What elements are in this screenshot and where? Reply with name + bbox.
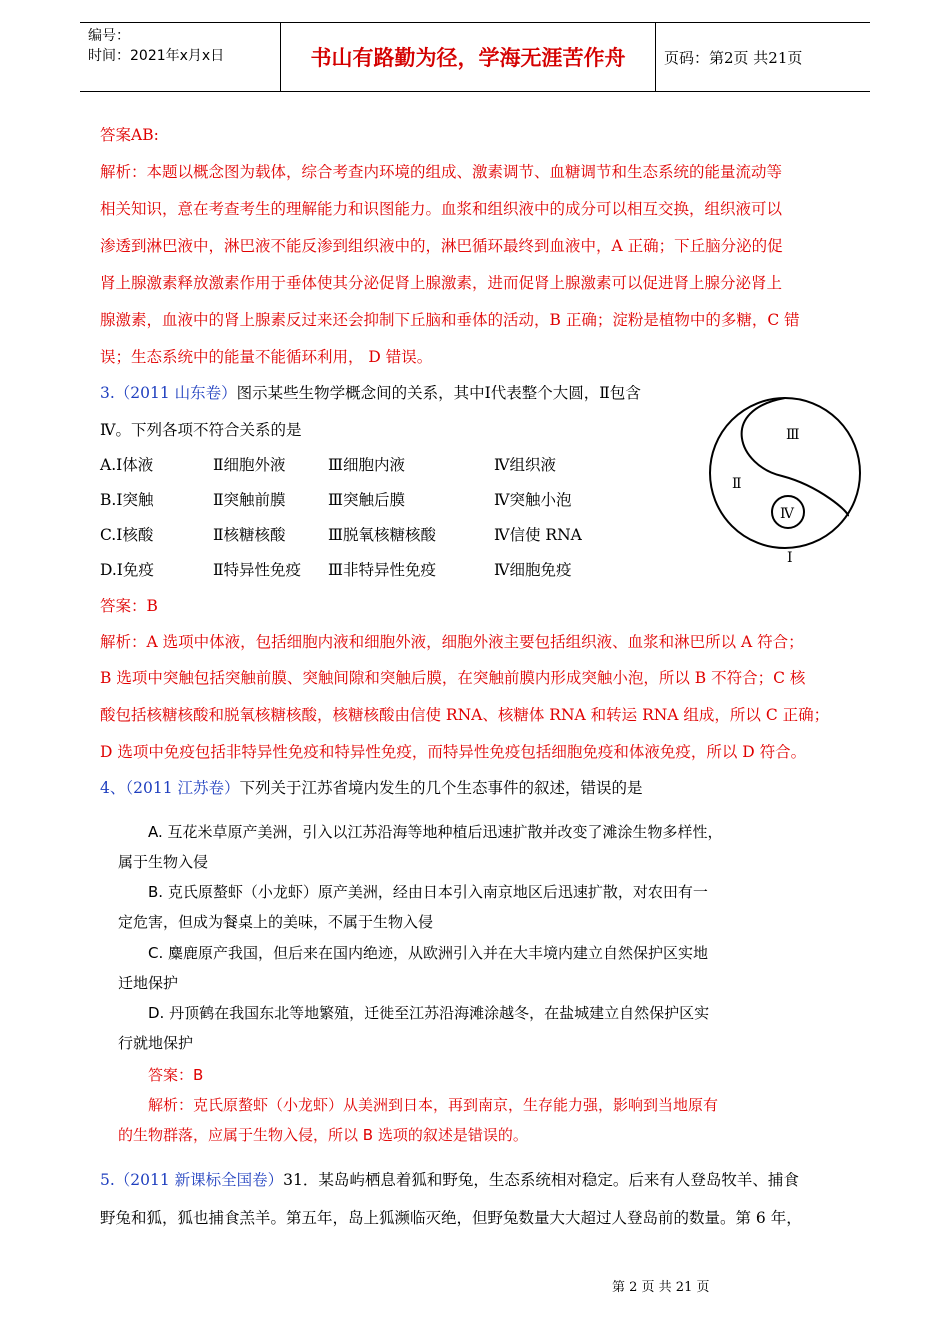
q4-option-line: 行就地保护 xyxy=(118,1034,194,1052)
q5-stem-line2: 野兔和狐，狐也捕食羔羊。第五年，岛上狐濒临灭绝，但野兔数量大大超过人登岛前的数量。第 6 年， xyxy=(100,1209,802,1227)
q3-stem-line2: Ⅳ。下列各项不符合关系的是 xyxy=(100,421,302,439)
option-cell: Ⅳ突触小泡 xyxy=(494,491,572,509)
q3-analysis-line: 解析：A 选项中体液，包括细胞内液和细胞外液，细胞外液主要包括组织液、血浆和淋巴所以 A 符合； xyxy=(100,633,804,651)
page-header xyxy=(80,22,870,92)
header-meta xyxy=(80,23,280,91)
answer-ab: 答案AB: xyxy=(100,126,159,144)
option-cell: Ⅱ特异性免疫 xyxy=(213,561,302,579)
option-cell: B.Ⅰ突触 xyxy=(100,491,154,509)
analysis-line: 腺激素，血液中的肾上腺素反过来还会抑制下丘脑和垂体的活动，B 正确；淀粉是植物中的多糖，C 错 xyxy=(100,311,800,329)
q4-option-line: B. 克氏原螯虾（小龙虾）原产美洲，经由日本引入南京地区后迅速扩散，对农田有一 xyxy=(148,883,708,901)
analysis-line: 相关知识，意在考查考生的理解能力和识图能力。血浆和组织液中的成分可以相互交换，组织液可以 xyxy=(100,200,783,218)
option-cell: Ⅱ突触前膜 xyxy=(213,491,286,509)
header-page-info: 页码：第2页 共21页 xyxy=(664,48,803,67)
label-III: Ⅲ xyxy=(786,427,800,443)
concept-diagram xyxy=(700,388,870,578)
q3-analysis-line: B 选项中突触包括突触前膜、突触间隙和突触后膜，在突触前膜内形成突触小泡，所以 B 不符合；C 核 xyxy=(100,669,806,687)
time-label: 时间：2021年x月x日 xyxy=(88,48,225,64)
q4-option-line: D. 丹顶鹤在我国东北等地繁殖，迁徙至江苏沿海滩涂越冬，在盐城建立自然保护区实 xyxy=(148,1004,710,1022)
q5-stem xyxy=(100,1168,799,1192)
option-cell: Ⅲ非特异性免疫 xyxy=(328,561,436,579)
option-cell: Ⅲ细胞内液 xyxy=(328,456,405,474)
option-cell: D.Ⅰ免疫 xyxy=(100,561,154,579)
q4-option-line: A. 互花米草原产美洲，引入以江苏沿海等地种植后迅速扩散并改变了滩涂生物多样性， xyxy=(148,823,723,841)
q5-source: （2011 新课标全国卷） xyxy=(114,1171,284,1189)
q3-answer: 答案：B xyxy=(100,597,158,615)
option-cell: Ⅲ脱氧核糖核酸 xyxy=(328,526,436,544)
label-I: Ⅰ xyxy=(787,550,793,566)
option-cell: Ⅳ组织液 xyxy=(494,456,556,474)
outer-circle xyxy=(710,398,860,548)
option-cell: Ⅱ核糖核酸 xyxy=(213,526,286,544)
q4-option-line: C. 麋鹿原产我国，但后来在国内绝迹，从欧洲引入并在大丰境内建立自然保护区实地 xyxy=(148,944,709,962)
analysis-line: 肾上腺激素释放激素作用于垂体使其分泌促肾上腺激素，进而促肾上腺激素可以促进肾上腺分泌肾上 xyxy=(100,274,783,292)
option-cell: Ⅳ信使 RNA xyxy=(494,526,582,544)
q3-number: 3. xyxy=(100,384,115,402)
q3-stem xyxy=(100,381,641,405)
q4-option-line: 属于生物入侵 xyxy=(118,853,209,871)
page-footer: 第 2 页 共 21 页 xyxy=(612,1280,710,1295)
q4-analysis-line: 的生物群落，应属于生物入侵，所以 B 选项的叙述是错误的。 xyxy=(118,1126,528,1144)
q4-option-line: 迁地保护 xyxy=(118,974,179,992)
q4-stem-text: 下列关于江苏省境内发生的几个生态事件的叙述，错误的是 xyxy=(239,779,643,797)
option-cell: Ⅲ突触后膜 xyxy=(328,491,405,509)
number-label: 编号： xyxy=(88,28,130,44)
analysis-line: 解析：本题以概念图为载体，综合考查内环境的组成、激素调节、血糖调节和生态系统的能量流动等 xyxy=(100,163,783,181)
q4-number: 4、 xyxy=(100,779,126,797)
analysis-line: 渗透到淋巴液中，淋巴液不能反渗到组织液中的，淋巴循环最终到血液中，A 正确；下丘脑分泌的促 xyxy=(100,237,783,255)
option-cell: Ⅳ细胞免疫 xyxy=(494,561,572,579)
q3-analysis-line: 酸包括核糖核酸和脱氧核糖核酸，核糖核酸由信使 RNA、核糖体 RNA 和转运 RNA 组成，所以 C 正确； xyxy=(100,706,830,724)
q3-analysis-line: D 选项中免疫包括非特异性免疫和特异性免疫，而特异性免疫包括细胞免疫和体液免疫，所以 D 符合。 xyxy=(100,743,807,761)
q5-number: 5. xyxy=(100,1171,115,1189)
q4-source: （2011 江苏卷） xyxy=(125,779,240,797)
option-cell: Ⅱ细胞外液 xyxy=(213,456,286,474)
q4-answer: 答案：B xyxy=(148,1066,204,1084)
option-cell: C.Ⅰ核酸 xyxy=(100,526,154,544)
header-motto: 书山有路勤为径，学海无涯苦作舟 xyxy=(310,45,626,70)
q4-analysis-line: 解析：克氏原螯虾（小龙虾）从美洲到日本，再到南京，生存能力强，影响到当地原有 xyxy=(148,1096,719,1114)
option-cell: A.Ⅰ体液 xyxy=(100,456,154,474)
q4-option-line: 定危害，但成为餐桌上的美味，不属于生物入侵 xyxy=(118,913,434,931)
q4-stem xyxy=(100,776,643,800)
analysis-line: 误；生态系统中的能量不能循环利用， D 错误。 xyxy=(100,348,433,366)
label-II: Ⅱ xyxy=(732,476,742,492)
q5-stem-text: 31．某岛屿栖息着狐和野兔，生态系统相对稳定。后来有人登岛牧羊、捕食 xyxy=(283,1171,799,1189)
q3-stem-text: 图示某些生物学概念间的关系，其中Ⅰ代表整个大圆，Ⅱ包含 xyxy=(236,384,641,402)
q3-source: （2011 山东卷） xyxy=(114,384,237,402)
label-IV: Ⅳ xyxy=(780,506,794,522)
